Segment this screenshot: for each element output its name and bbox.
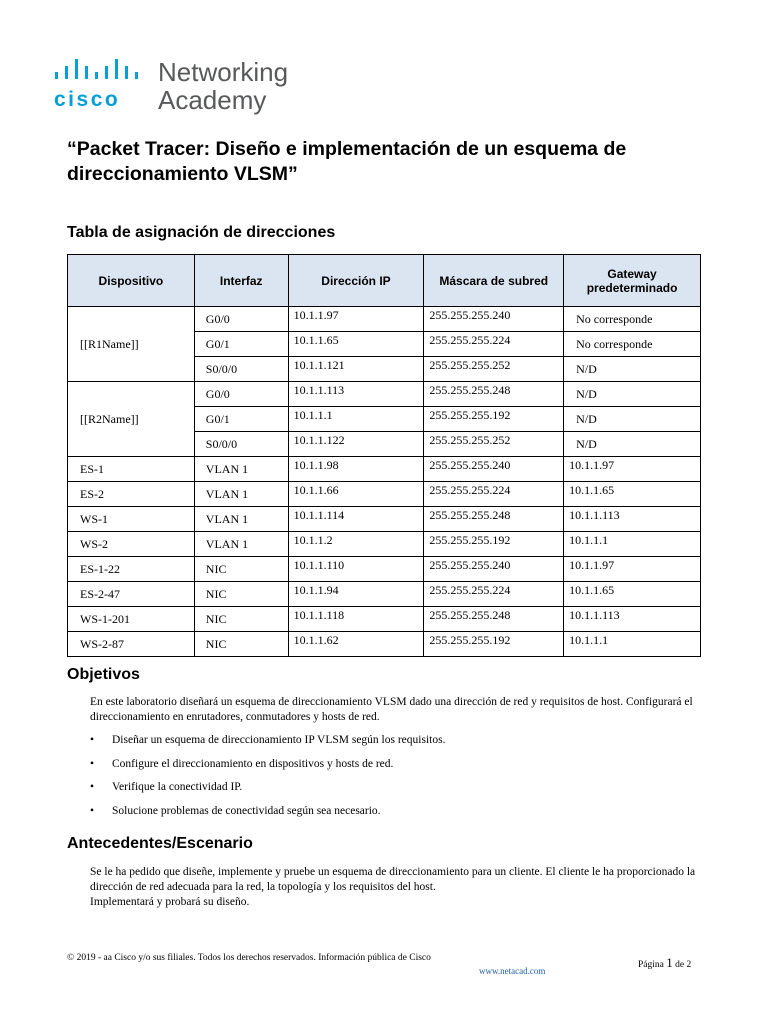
header-interface: Interfaz <box>194 255 288 307</box>
cell-ip: 10.1.1.2 <box>288 532 424 557</box>
cell-gateway: No corresponde <box>564 307 701 332</box>
cell-device: [[R1Name]] <box>68 307 195 382</box>
cell-mask: 255.255.255.192 <box>424 407 564 432</box>
table-row <box>68 507 701 532</box>
cell-mask: 255.255.255.252 <box>424 432 564 457</box>
table-row <box>68 607 701 632</box>
cell-interface: VLAN 1 <box>194 482 288 507</box>
cell-interface: NIC <box>194 632 288 657</box>
footer-page-number <box>638 955 691 971</box>
cell-gateway: 10.1.1.113 <box>564 507 701 532</box>
table-row <box>68 582 701 607</box>
table-row <box>68 457 701 482</box>
cell-interface: VLAN 1 <box>194 457 288 482</box>
cell-mask: 255.255.255.240 <box>424 457 564 482</box>
cell-ip: 10.1.1.1 <box>288 407 424 432</box>
cell-interface: S0/0/0 <box>194 357 288 382</box>
cell-interface: NIC <box>194 582 288 607</box>
cell-interface: G0/1 <box>194 332 288 357</box>
cell-ip: 10.1.1.94 <box>288 582 424 607</box>
cell-ip: 10.1.1.113 <box>288 382 424 407</box>
cell-device: WS-2 <box>68 532 195 557</box>
cell-ip: 10.1.1.118 <box>288 607 424 632</box>
cell-interface: VLAN 1 <box>194 532 288 557</box>
cell-gateway: N/D <box>564 432 701 457</box>
cell-gateway: N/D <box>564 382 701 407</box>
table-section-heading: Tabla de asignación de direcciones <box>67 224 336 241</box>
list-item: • Solucione problemas de conectividad según sea necesario. <box>90 804 690 828</box>
cell-ip: 10.1.1.121 <box>288 357 424 382</box>
cell-device: ES-2 <box>68 482 195 507</box>
table-row <box>68 382 701 407</box>
footer-url-link[interactable]: www.netacad.com <box>479 966 546 976</box>
table-row <box>68 482 701 507</box>
cell-mask: 255.255.255.192 <box>424 532 564 557</box>
table-row <box>68 532 701 557</box>
cell-gateway: 10.1.1.1 <box>564 532 701 557</box>
page-prefix: Página <box>638 960 664 970</box>
cell-gateway: 10.1.1.97 <box>564 557 701 582</box>
objectives-list <box>90 733 690 827</box>
cell-device: [[R2Name]] <box>68 382 195 457</box>
objectives-heading: Objetivos <box>67 666 140 683</box>
cell-device: ES-1-22 <box>68 557 195 582</box>
cell-device: WS-1-201 <box>68 607 195 632</box>
footer-copyright: © 2019 - aa Cisco y/o sus filiales. Todos los derechos reservados. Información pública de Cisco <box>67 953 431 963</box>
cell-interface: G0/0 <box>194 307 288 332</box>
cell-mask: 255.255.255.240 <box>424 557 564 582</box>
logo-brand: cisco <box>54 88 121 111</box>
cisco-networking-academy-logo <box>54 58 314 116</box>
header-mask: Máscara de subred <box>424 255 564 307</box>
cell-mask: 255.255.255.224 <box>424 332 564 357</box>
cisco-bars-icon <box>54 58 149 86</box>
page-suffix: de 2 <box>675 960 692 970</box>
cell-mask: 255.255.255.252 <box>424 357 564 382</box>
cell-ip: 10.1.1.98 <box>288 457 424 482</box>
cell-mask: 255.255.255.224 <box>424 582 564 607</box>
document-title: “Packet Tracer: Diseño e implementación de un esquema de direccionamiento VLSM” <box>67 138 627 185</box>
address-table-body <box>68 307 701 657</box>
cell-gateway: 10.1.1.97 <box>564 457 701 482</box>
cell-mask: 255.255.255.224 <box>424 482 564 507</box>
cell-gateway: N/D <box>564 407 701 432</box>
cell-ip: 10.1.1.97 <box>288 307 424 332</box>
table-header-row <box>68 255 701 307</box>
cell-interface: NIC <box>194 557 288 582</box>
logo-line2: Academy <box>158 85 267 115</box>
background-text-2: Implementará y probará su diseño. <box>90 896 250 908</box>
cell-ip: 10.1.1.114 <box>288 507 424 532</box>
cell-ip: 10.1.1.122 <box>288 432 424 457</box>
cell-interface: NIC <box>194 607 288 632</box>
cell-gateway: 10.1.1.1 <box>564 632 701 657</box>
cell-interface: VLAN 1 <box>194 507 288 532</box>
cell-mask: 255.255.255.248 <box>424 382 564 407</box>
cell-interface: G0/0 <box>194 382 288 407</box>
cell-interface: S0/0/0 <box>194 432 288 457</box>
cell-device: ES-2-47 <box>68 582 195 607</box>
cell-ip: 10.1.1.62 <box>288 632 424 657</box>
cell-gateway: 10.1.1.65 <box>564 482 701 507</box>
cell-gateway: 10.1.1.65 <box>564 582 701 607</box>
address-table <box>67 254 701 657</box>
list-item: • Verifique la conectividad IP. <box>90 780 690 804</box>
header-device: Dispositivo <box>68 255 195 307</box>
cell-ip: 10.1.1.65 <box>288 332 424 357</box>
table-row <box>68 557 701 582</box>
header-gateway: Gateway predeterminado <box>564 255 701 307</box>
cell-interface: G0/1 <box>194 407 288 432</box>
cell-mask: 255.255.255.248 <box>424 607 564 632</box>
cell-gateway: No corresponde <box>564 332 701 357</box>
header-ip: Dirección IP <box>288 255 424 307</box>
cell-device: ES-1 <box>68 457 195 482</box>
cell-gateway: N/D <box>564 357 701 382</box>
background-text: Se le ha pedido que diseñe, implemente y pruebe un esquema de direccionamiento para un cliente. El cliente le ha proporcionado la dirección de red adecuada para la red, la topología y los requisitos del host. <box>90 866 696 893</box>
cell-device: WS-2-87 <box>68 632 195 657</box>
cell-gateway: 10.1.1.113 <box>564 607 701 632</box>
cell-ip: 10.1.1.110 <box>288 557 424 582</box>
objectives-intro: En este laboratorio diseñará un esquema de direccionamiento VLSM dado una dirección de red y requisitos de host. Configurará el direccionamiento en enrutadores, conmutadores y hosts de red. <box>90 696 693 723</box>
page-number: 1 <box>666 955 673 970</box>
list-item: • Diseñar un esquema de direccionamiento IP VLSM según los requisitos. <box>90 733 690 757</box>
logo-line1: Networking <box>158 57 289 87</box>
table-row <box>68 632 701 657</box>
background-heading: Antecedentes/Escenario <box>67 835 253 852</box>
cell-device: WS-1 <box>68 507 195 532</box>
list-item: • Configure el direccionamiento en dispositivos y hosts de red. <box>90 757 690 781</box>
cell-mask: 255.255.255.240 <box>424 307 564 332</box>
cell-ip: 10.1.1.66 <box>288 482 424 507</box>
cell-mask: 255.255.255.248 <box>424 507 564 532</box>
cell-mask: 255.255.255.192 <box>424 632 564 657</box>
table-row <box>68 307 701 332</box>
